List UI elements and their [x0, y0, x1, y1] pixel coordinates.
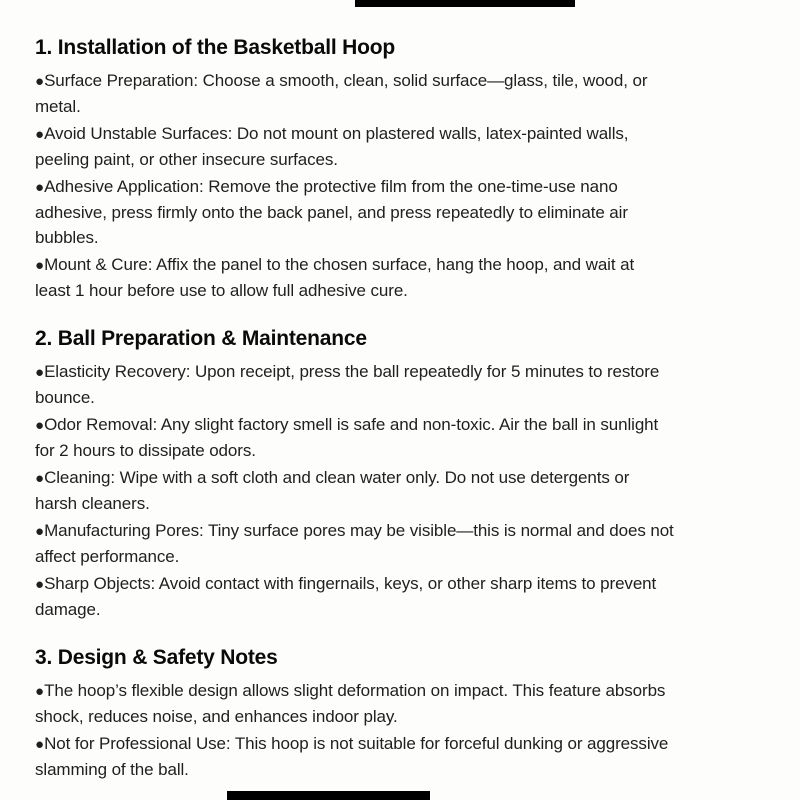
bullet-text: Sharp Objects: Avoid contact with fingernails, keys, or other sharp items to prevent	[44, 574, 657, 593]
bullet-text-line	[35, 678, 775, 704]
bullet-text-line	[35, 465, 775, 491]
bullet-text: Not for Professional Use: This hoop is not suitable for forceful dunking or aggressive	[44, 734, 669, 753]
bullet-icon: ●	[35, 683, 45, 700]
document-body	[35, 36, 775, 784]
bullet-text-line	[35, 544, 775, 569]
bullet-text: The hoop’s flexible design allows slight deformation on impact. This feature absorbs	[44, 681, 666, 700]
bullet-item	[35, 731, 775, 782]
section	[35, 36, 775, 303]
bullet-text-line	[35, 597, 775, 622]
bullet-item	[35, 678, 775, 729]
cropped-text-fragment-top	[355, 0, 575, 7]
bullet-icon: ●	[35, 257, 45, 274]
bullet-text: affect performance.	[35, 547, 180, 566]
bullet-text-line	[35, 438, 775, 463]
bullet-text-line	[35, 174, 775, 200]
bullet-text: Cleaning: Wipe with a soft cloth and clean water only. Do not use detergents or	[44, 468, 630, 487]
bullet-text: Elasticity Recovery: Upon receipt, press the ball repeatedly for 5 minutes to restore	[44, 362, 660, 381]
bullet-icon: ●	[35, 126, 45, 143]
bullet-text-line	[35, 704, 775, 729]
bullet-text-line	[35, 278, 775, 303]
bullet-item	[35, 252, 775, 303]
bullet-text-line	[35, 385, 775, 410]
bullet-item	[35, 518, 775, 569]
bullet-text-line	[35, 757, 775, 782]
bullet-icon: ●	[35, 736, 45, 753]
bullet-text-line	[35, 68, 775, 94]
bullet-text-line	[35, 359, 775, 385]
bullet-text: slamming of the ball.	[35, 760, 189, 779]
bullet-text: shock, reduces noise, and enhances indoor play.	[35, 707, 398, 726]
bullet-text-line	[35, 518, 775, 544]
bullet-text: for 2 hours to dissipate odors.	[35, 441, 256, 460]
bullet-text-line	[35, 94, 775, 119]
bullet-icon: ●	[35, 417, 45, 434]
section-heading: 1. Installation of the Basketball Hoop	[35, 36, 395, 59]
bullet-text: adhesive, press firmly onto the back panel, and press repeatedly to eliminate air	[35, 203, 628, 222]
bullet-icon: ●	[35, 576, 45, 593]
bullet-text: bubbles.	[35, 228, 99, 247]
bullet-icon: ●	[35, 73, 45, 90]
bullet-text-line	[35, 491, 775, 516]
section	[35, 646, 775, 782]
bullet-text: harsh cleaners.	[35, 494, 150, 513]
bullet-text: Avoid Unstable Surfaces: Do not mount on plastered walls, latex-painted walls,	[44, 124, 629, 143]
bullet-text-line	[35, 200, 775, 225]
bullet-text-line	[35, 571, 775, 597]
bullet-icon: ●	[35, 470, 45, 487]
bullet-text: Surface Preparation: Choose a smooth, clean, solid surface—glass, tile, wood, or	[44, 71, 648, 90]
bullet-item	[35, 68, 775, 119]
bullet-text-line	[35, 731, 775, 757]
bullet-text-line	[35, 252, 775, 278]
bullet-item	[35, 359, 775, 410]
bullet-item	[35, 465, 775, 516]
bullet-item	[35, 121, 775, 172]
bullet-text: bounce.	[35, 388, 95, 407]
bullet-text: Adhesive Application: Remove the protective film from the one-time-use nano	[44, 177, 618, 196]
bullet-icon: ●	[35, 364, 45, 381]
bullet-item	[35, 174, 775, 250]
bullet-text: Odor Removal: Any slight factory smell is safe and non-toxic. Air the ball in sunlight	[44, 415, 659, 434]
bullet-text: least 1 hour before use to allow full adhesive cure.	[35, 281, 408, 300]
bullet-text: Manufacturing Pores: Tiny surface pores may be visible—this is normal and does not	[44, 521, 674, 540]
bullet-text-line	[35, 225, 775, 250]
section-heading: 3. Design & Safety Notes	[35, 646, 278, 669]
bullet-text: damage.	[35, 600, 101, 619]
bullet-text-line	[35, 412, 775, 438]
section-heading: 2. Ball Preparation & Maintenance	[35, 327, 367, 350]
bullet-icon: ●	[35, 179, 45, 196]
bullet-item	[35, 412, 775, 463]
bullet-item	[35, 571, 775, 622]
bullet-text: Mount & Cure: Affix the panel to the chosen surface, hang the hoop, and wait at	[44, 255, 635, 274]
bullet-text-line	[35, 121, 775, 147]
bullet-text-line	[35, 147, 775, 172]
section	[35, 327, 775, 622]
bullet-text: peeling paint, or other insecure surfaces.	[35, 150, 338, 169]
bullet-icon: ●	[35, 523, 45, 540]
bullet-text: metal.	[35, 97, 81, 116]
cropped-text-fragment-bottom	[227, 791, 430, 800]
